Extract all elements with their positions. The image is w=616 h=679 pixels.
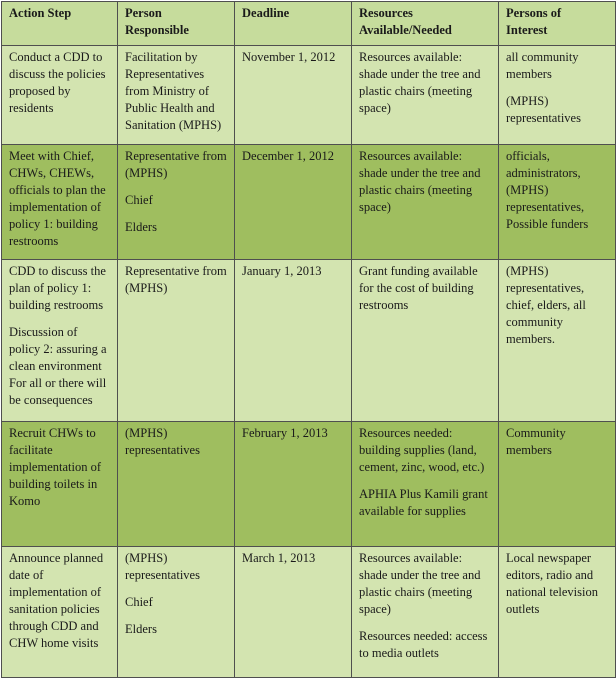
cell-text: Announce planned date of implementation of sanitation policies through CDD and CHW home visits [9,550,104,650]
cell-persons-of-interest [499,46,616,145]
cell-deadline [235,421,352,546]
cell-text: Recruit CHWs to facilitate implementation of building toilets in Komo [9,425,101,508]
cell-persons-of-interest [499,546,616,677]
cell-text: Discussion of policy 2: assuring a clean environment [9,325,107,374]
cell-text: Facilitation by Representatives from Ministry of Public Health and Sanitation (MPHS) [125,50,222,133]
cell-action-step [2,260,118,421]
header-resources [352,2,499,46]
cell-resources [352,46,499,145]
cell-deadline [235,46,352,145]
header-person-responsible [118,2,235,46]
cell-text: Resources needed: building supplies (land, cement, zinc, wood, etc.) [359,425,485,474]
table-row [2,46,616,145]
cell-text: (MPHS) representatives [125,425,200,457]
cell-person-responsible [118,421,235,546]
cell-persons-of-interest [499,421,616,546]
cell-text: Resources available: shade under the tree and plastic chairs (meeting space) [359,50,481,116]
table-row [2,546,616,677]
cell-text: Representative from (MPHS) [125,264,227,296]
cell-text: APHIA Plus Kamili grant available for supplies [359,486,488,518]
cell-deadline [235,145,352,260]
cell-text: Resources available: shade under the tree and plastic chairs (meeting space) [359,149,481,215]
cell-text: Community members [506,425,566,457]
cell-text: Elders [125,220,157,235]
cell-text: January 1, 2013 [242,264,322,279]
cell-text: February 1, 2013 [242,425,328,440]
cell-text: all community members [506,50,579,82]
cell-text: Chief [125,193,153,208]
header-action-step [2,2,118,46]
cell-text: Meet with Chief, CHWs, CHEWs, officials to plan the implementation of policy 1: building restrooms [9,149,106,249]
cell-text: CDD to discuss the plan of policy 1: building restrooms [9,264,106,313]
cell-action-step [2,421,118,546]
cell-person-responsible [118,260,235,421]
cell-text: Representative from (MPHS) [125,149,227,181]
header-label: Persons of Interest [506,6,562,37]
action-plan-table [1,1,616,678]
cell-deadline [235,546,352,677]
header-label: Deadline [242,6,290,20]
cell-person-responsible [118,546,235,677]
cell-action-step [2,46,118,145]
cell-person-responsible [118,145,235,260]
header-label: Resources Available/Needed [359,6,452,37]
cell-deadline [235,260,352,421]
cell-text: Elders [125,621,157,636]
cell-text: Grant funding available for the cost of building restrooms [359,264,478,313]
table-row [2,145,616,260]
header-label: Person Responsible [125,6,189,37]
cell-persons-of-interest [499,260,616,421]
cell-resources [352,546,499,677]
table-row [2,421,616,546]
cell-text: Conduct a CDD to discuss the policies proposed by residents [9,50,106,116]
cell-text: November 1, 2012 [242,50,336,65]
cell-text: Chief [125,594,153,609]
cell-text: (MPHS) representatives, chief, elders, all community members. [506,264,586,347]
header-label: Action Step [9,6,72,20]
cell-text: Resources available: shade under the tree and plastic chairs (meeting space) [359,550,481,616]
cell-persons-of-interest [499,145,616,260]
cell-action-step [2,546,118,677]
cell-text: Local newspaper editors, radio and national television outlets [506,550,598,616]
header-row [2,2,616,46]
cell-text: December 1, 2012 [242,149,334,164]
cell-person-responsible [118,46,235,145]
cell-text: For all or there will be consequences [9,376,107,408]
cell-text: March 1, 2013 [242,550,316,565]
header-deadline [235,2,352,46]
cell-action-step [2,145,118,260]
cell-text: (MPHS) representatives [506,94,581,126]
header-persons-of-interest [499,2,616,46]
table-row [2,260,616,421]
cell-text: officials, administrators, (MPHS) representatives, Possible funders [506,149,589,232]
cell-resources [352,145,499,260]
cell-resources [352,260,499,421]
cell-resources [352,421,499,546]
cell-text: (MPHS) representatives [125,550,200,582]
cell-text: Resources needed: access to media outlets [359,628,488,660]
